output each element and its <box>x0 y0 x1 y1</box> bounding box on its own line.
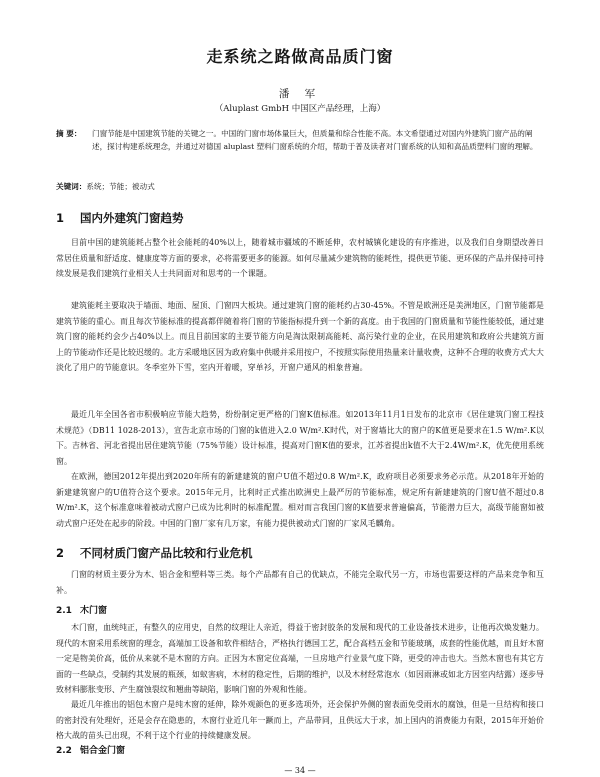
section-number: 2 <box>56 546 65 560</box>
subsection-2-1-heading <box>56 603 107 616</box>
section-title: 国内外建筑门窗趋势 <box>80 211 184 225</box>
subsection-title: 铝合金门窗 <box>80 746 126 756</box>
section-title: 不同材质门窗产品比较和行业危机 <box>80 546 253 560</box>
section-1-heading <box>56 210 184 226</box>
abstract <box>56 127 544 153</box>
paragraph: 木门窗，血统纯正，有整久的应用史，自然的纹理让人亲近，得益于密封胶条的发展和现代的工业设备技术进步，让他再次焕发魅力。现代的木窗采用系统窗的理念，高端加工设备和软件相结合，严格执行德国工艺，配合高档五金和节能玻璃，成套的性能优越，而且好木窗一定是物美价高，低价从来就不是木窗的方向。正因为木窗定位高端，一旦房地产行业景气度下降，更受的冲击也大。当然木窗也有其它方面的一些缺点，受制约其发展的瓶颈，如蚁害病，木材的稳定性，后期的维护，以及木材经常泡水（如因雨淋或如北方因室内结露）逐步导致材料膨胀变形、产生腐蚀裂纹和翘曲等缺陷，影响门窗的外观和性能。 <box>56 623 544 694</box>
author-affiliation: （Aluplast GmbH 中国区产品经理，上海） <box>214 104 386 114</box>
paragraph: 在欧洲，德国2012年提出到2020年所有的新建建筑的窗户U值不超过0.8 W/m².K，政府项目必须要求务必示范。从2018年开始的新建建筑窗户的U值符合这个要求。2015年元月，比利时正式推出欧洲史上最严厉的节能标准，规定所有新建建筑的门窗U值不超过0.8 W/m².K，这个标准意味着被动式窗户已成为比利时的标准配置。相对而言我国门窗的K值要求普遍偏高，节能潜力巨大，高级节能窗如被动式窗户还处在起步的阶段。中国的门窗厂家有几万家，有能力提供被动式门窗的厂家风毛麟角。 <box>56 472 544 528</box>
subsection-2-2-heading <box>56 743 125 756</box>
keywords <box>56 181 544 192</box>
abstract-label: 摘 要： <box>56 129 82 138</box>
paragraph: 最近几年推出的铝包木窗户是纯木窗的延伸，除外观颜色的更多选项外，还会保护外侧的窗表面免受雨水的腐蚀，但是一旦结构和接口的密封没有处理好，还是会存在隐患的，木窗行业近几年一蹶而上，产品带同，且供远大于求，加上国内的消费能力有限，2015年开始价格大战的苗头已出现，不利于这个行业的持续健康发展。 <box>56 700 544 740</box>
section-number: 1 <box>56 211 65 225</box>
paragraph: 门窗的材质主要分为木、铝合金和塑料等三类。每个产品都有自己的优缺点，不能完全取代另一方，市场也需要这样的产品来竞争和互补。 <box>56 570 544 595</box>
paragraph: 目前中国的建筑能耗占整个社会能耗的40%以上，随着城市疆域的不断延伸，农村城镇化建设的有序推进，以及我们自身期望改善日常居住质量和舒适度、健康度等方面的要求，必将需要更多的能源。如何尽量减少建筑物的能耗性，提供更节能、更环保的产品并保持可持续发展是我们建筑行业相关人士共同面对和思考的一个课题。 <box>56 238 544 278</box>
keywords-text: 系统；节能；被动式 <box>86 182 155 191</box>
subsection-number: 2.1 <box>56 606 72 616</box>
author-name: 潘 军 <box>278 88 322 100</box>
paragraph: 建筑能耗主要取决于墙面、地面、屋顶、门窗四大板块。通过建筑门窗的能耗约占30-45%。不管是欧洲还是美洲地区，门窗节能都是建筑节能的重心。而且每次节能标准的提高都伴随着将门窗的节能指标提升到一个新的高度。由于我国的门窗质量和节能性能较低，通过建筑门窗的能耗约会少占40%以上。而且目前国家的主要节能方向是淘汰限制高能耗、高污染行业的企业，在民用建筑和政府公共建筑方面上的节能动作还是比较迟缓的。北方采暖地区因为政府集中供暖并采用按户，不按照实际使用热量来计量收费，这种不合理的收费方式大大淡化了用户的节能意识。冬季室外下雪，室内开着暖，穿单衫，开窗户通风的相象普遍。 <box>56 301 544 372</box>
paper-title: 走系统之路做高品质门窗 <box>206 47 394 66</box>
section-2-heading <box>56 545 253 561</box>
subsection-title: 木门窗 <box>80 606 108 616</box>
subsection-number: 2.2 <box>56 746 72 756</box>
page-number: — 34 — <box>284 766 316 775</box>
keywords-label: 关键词： <box>56 182 87 191</box>
abstract-text: 门窗节能是中国建筑节能的关键之一。中国的门窗市场体量巨大，但质量和综合性能不高。本文希望通过对国内外建筑门窗产品的阐述，探讨构建系统理念，并通过对德国 aluplast 塑料门窗系统的介绍，帮助于普及读者对门窗系统的认知和高品质塑料门窗的理解。 <box>92 129 538 151</box>
paragraph: 最近几年全国各省市积极响应节能大趋势，纷纷制定更严格的门窗K值标准。如2013年11月1日发布的北京市《居住建筑门窗工程技术规范》（DB11 1028-2013），宣告北京市场的门窗的k值进入2.0 W/m².K时代，对于窗墙比大的窗户的K值更是要求在1.5 W/m².K以下。吉林省、河北省提出居住建筑节能（75%节能）设计标准，提高对门窗K值的要求，江苏省提出k值不大于2.4W/m².K，优先使用系统窗。 <box>56 410 544 466</box>
